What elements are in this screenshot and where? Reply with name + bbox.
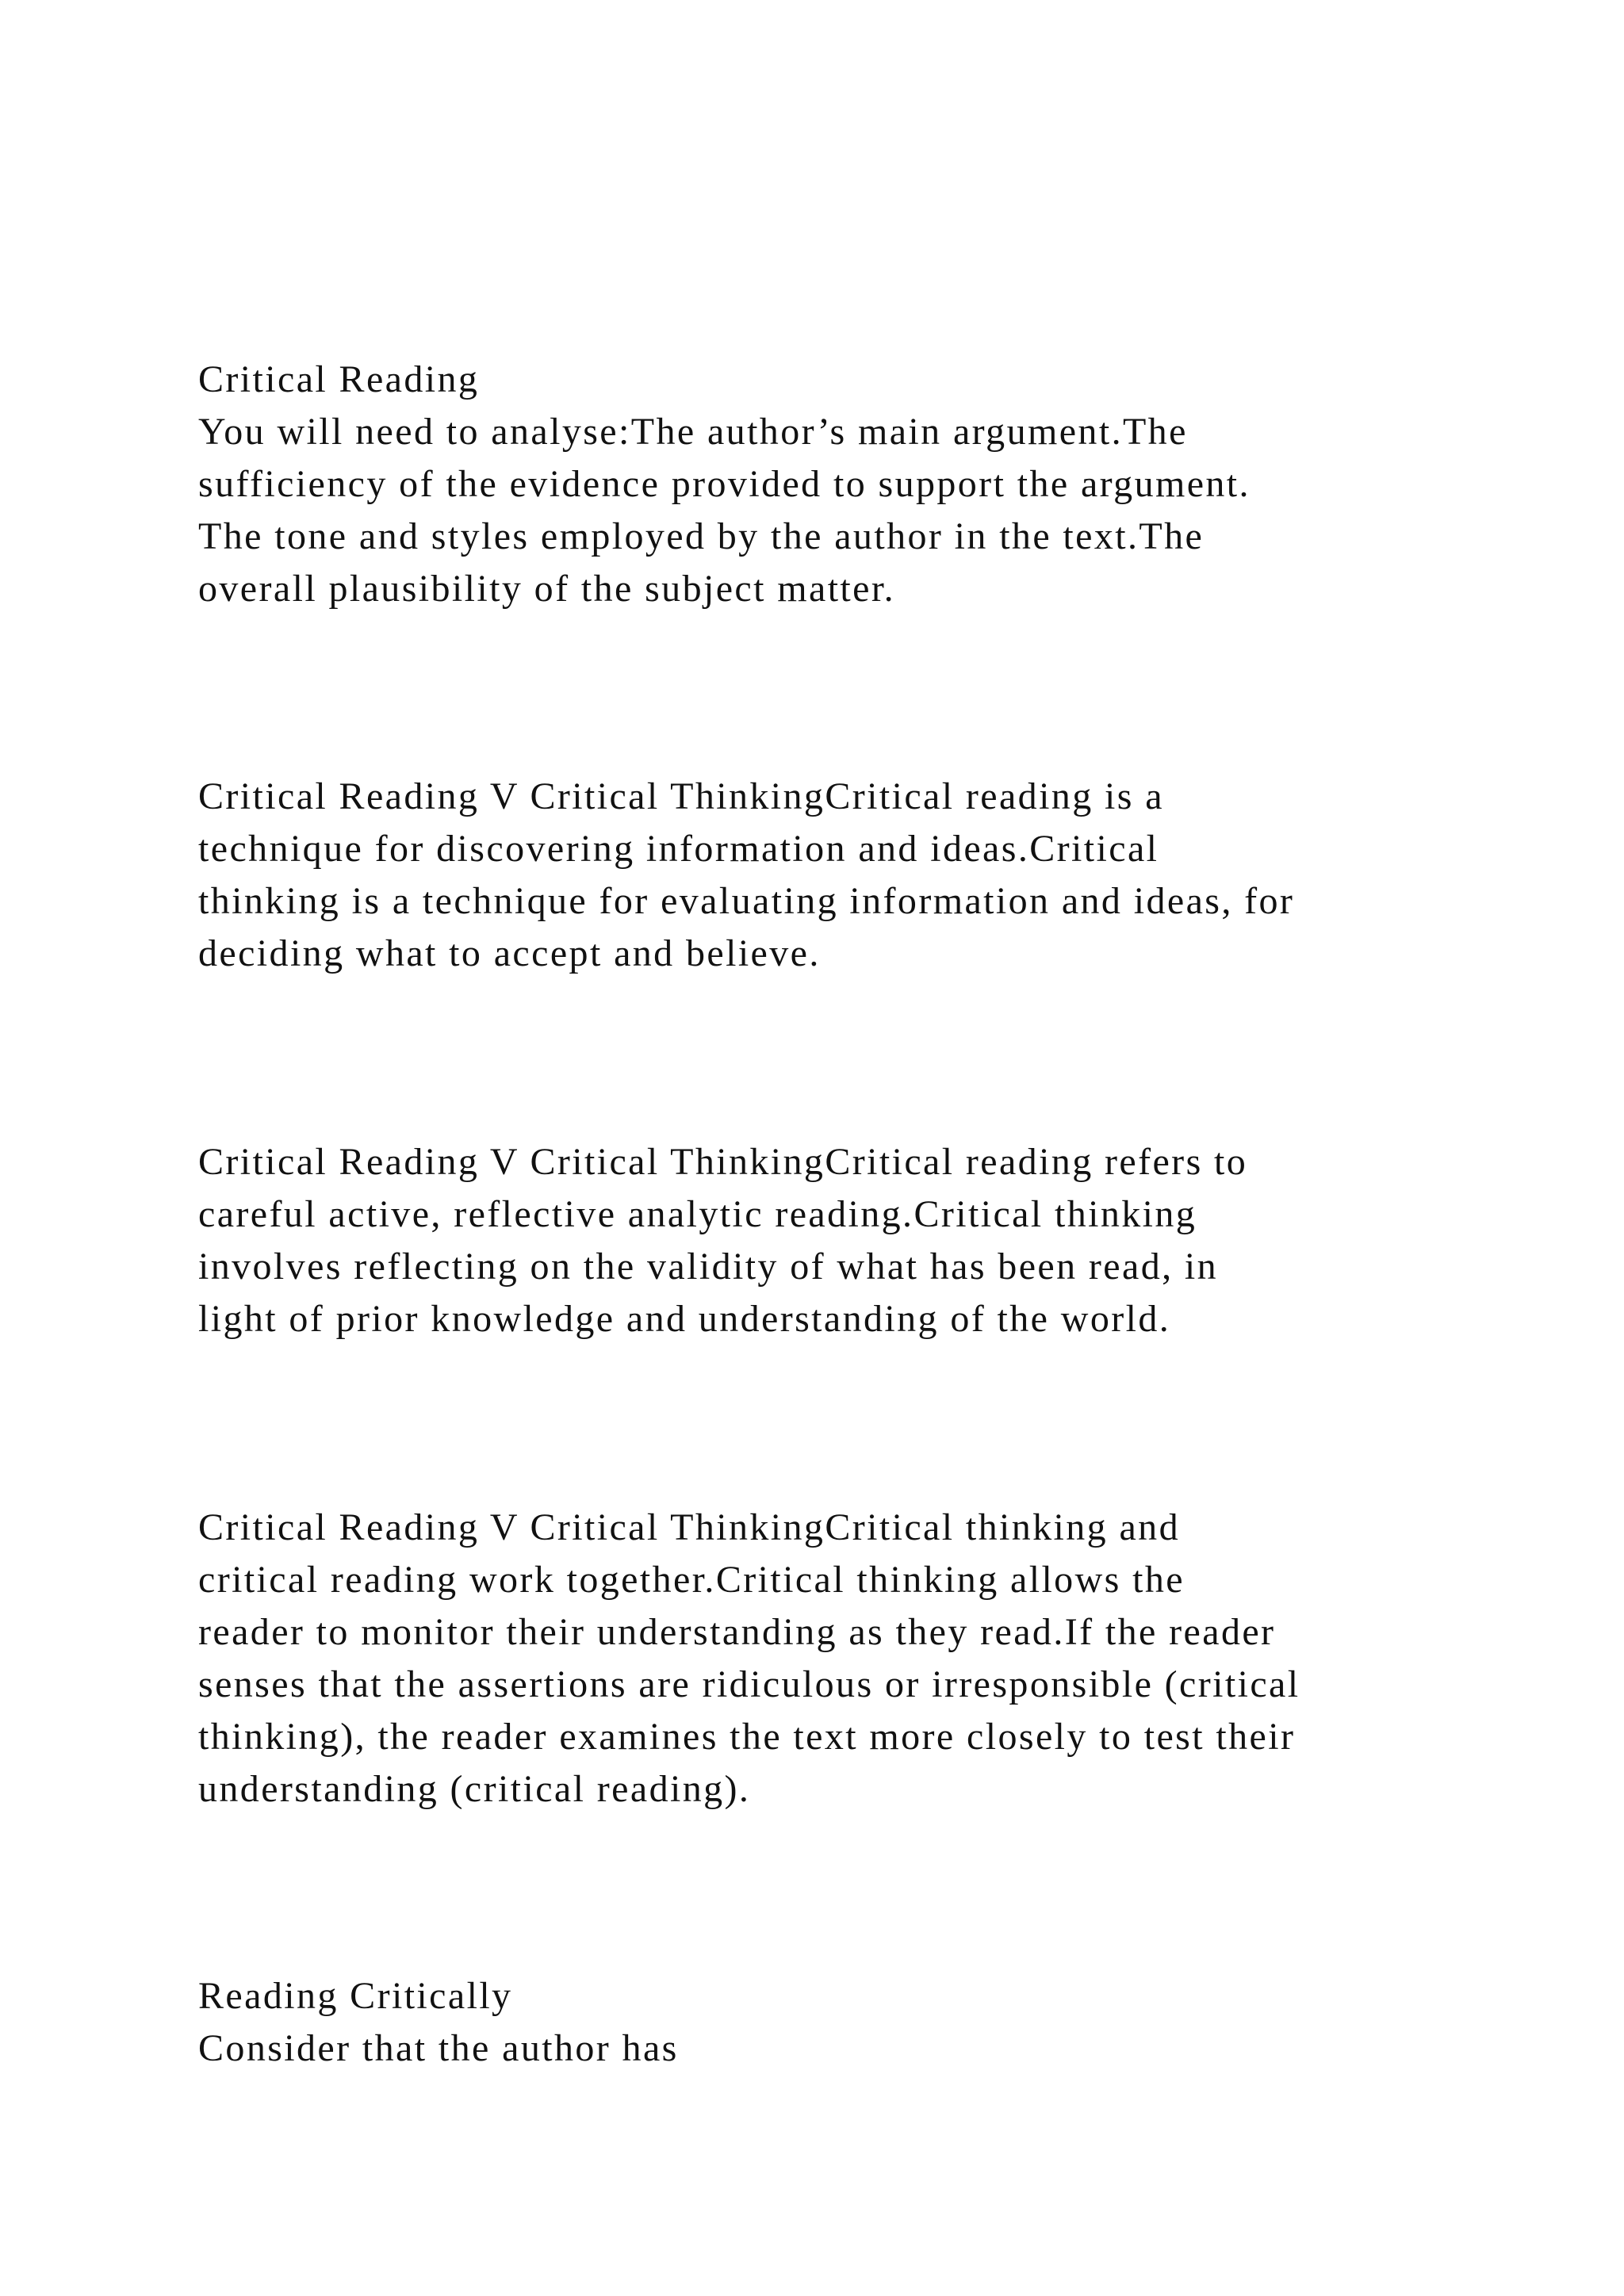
text-line: Critical Reading V Critical ThinkingCritical reading refers to <box>198 1141 1248 1183</box>
text-line: overall plausibility of the subject matter. <box>198 568 896 610</box>
text-line: technique for discovering information and ideas.Critical <box>198 828 1159 870</box>
text-line: thinking), the reader examines the text more closely to test their <box>198 1716 1296 1758</box>
text-line: Critical Reading V Critical ThinkingCritical thinking and <box>198 1506 1180 1548</box>
section-heading: Reading Critically <box>198 1975 513 2017</box>
text-line: reader to monitor their understanding as they read.If the reader <box>198 1611 1276 1653</box>
text-line: Critical Reading V Critical ThinkingCritical reading is a <box>198 775 1164 817</box>
text-line: You will need to analyse:The author’s main argument.The <box>198 411 1188 453</box>
text-line: deciding what to accept and believe. <box>198 932 821 974</box>
text-line: critical reading work together.Critical thinking allows the <box>198 1559 1185 1601</box>
text-line: sufficiency of the evidence provided to support the argument. <box>198 463 1251 505</box>
text-line: understanding (critical reading). <box>198 1768 751 1810</box>
text-line: thinking is a technique for evaluating information and ideas, for <box>198 880 1295 922</box>
text-line: Consider that the author has <box>198 2027 679 2069</box>
text-line: involves reflecting on the validity of what has been read, in <box>198 1246 1219 1288</box>
text-line: senses that the assertions are ridiculous or irresponsible (critical <box>198 1663 1300 1705</box>
text-line: The tone and styles employed by the author in the text.The <box>198 515 1205 557</box>
text-line: light of prior knowledge and understanding of the world. <box>198 1298 1171 1340</box>
text-line: careful active, reflective analytic reading.Critical thinking <box>198 1193 1197 1235</box>
section-heading: Critical Reading <box>198 358 480 400</box>
